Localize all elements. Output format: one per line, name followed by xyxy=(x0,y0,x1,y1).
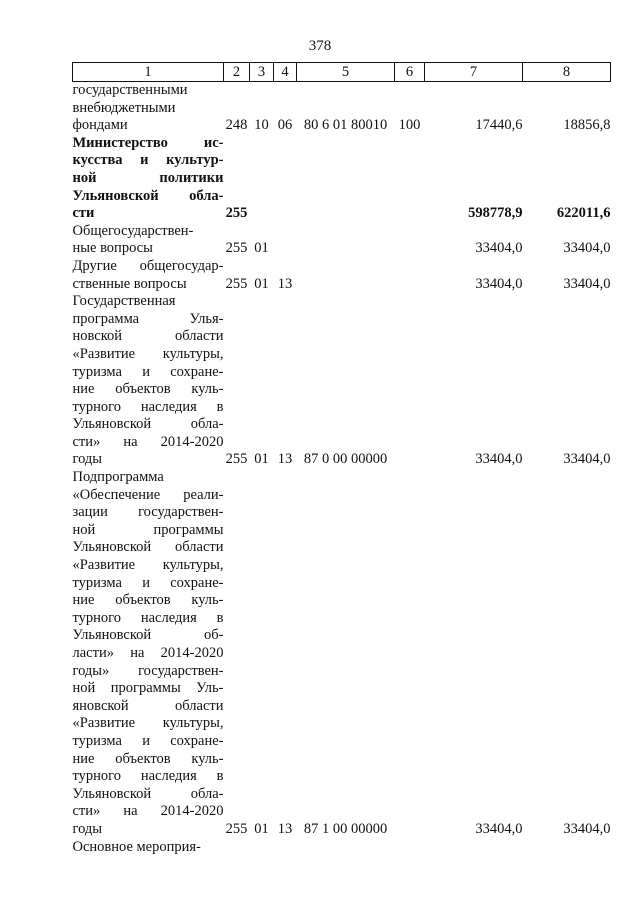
table-row xyxy=(73,293,611,469)
table-body xyxy=(73,82,611,857)
cell-expense-type xyxy=(395,293,425,469)
header-col-7: 7 xyxy=(425,63,523,82)
description-line: ласти» на 2014-2020 xyxy=(72,645,224,661)
description-line: Общегосударствен- xyxy=(72,222,194,239)
cell-section-code: 01 xyxy=(254,820,269,837)
description-line: ственные вопросы xyxy=(72,275,187,292)
cell-target-article: 87 0 00 00000 xyxy=(303,451,388,468)
cell-section-code: 10 xyxy=(254,117,269,134)
description-line: государственными xyxy=(72,82,188,98)
cell-amount-year-1: 33404,0 xyxy=(475,451,523,468)
page-number: 378 xyxy=(308,38,332,54)
cell-ministry-code: 255 xyxy=(225,451,248,468)
description-line: кусства и культур- xyxy=(72,152,224,169)
cell-amount-year-2: 33404,0 xyxy=(563,451,611,468)
description-line: туризма и сохране- xyxy=(72,574,224,591)
cell-ministry-code: 255 xyxy=(225,820,248,837)
table-row xyxy=(73,469,611,838)
cell-amount-year-1 xyxy=(425,839,523,857)
description-line: туризма и сохране- xyxy=(72,732,224,749)
cell-target-article: 80 6 01 80010 xyxy=(303,117,388,134)
header-col-6: 6 xyxy=(395,63,425,82)
description-line: Ульяновской об- xyxy=(72,627,224,644)
description-line: Ульяновской обла- xyxy=(72,187,224,204)
row-description xyxy=(73,82,224,135)
cell-ministry-code: 255 xyxy=(225,205,248,222)
cell-target-article: 87 1 00 00000 xyxy=(303,820,388,837)
cell-ministry-code: 255 xyxy=(225,240,248,257)
description-line: Ульяновской обла- xyxy=(72,785,224,802)
cell-expense-type xyxy=(395,258,425,293)
cell-ministry-code xyxy=(224,839,250,857)
cell-amount-year-1: 33404,0 xyxy=(475,240,523,257)
cell-subsection-code xyxy=(274,223,297,258)
description-line: программа Улья- xyxy=(72,310,224,327)
description-line: «Развитие культуры, xyxy=(72,345,224,362)
cell-amount-year-1: 598778,9 xyxy=(468,205,523,222)
cell-subsection-code xyxy=(274,839,297,857)
row-description xyxy=(73,293,224,469)
description-line: туризма и сохране- xyxy=(72,363,224,380)
description-line: годы xyxy=(72,820,103,837)
cell-amount-year-2: 33404,0 xyxy=(563,820,611,837)
cell-ministry-code: 248 xyxy=(225,117,248,134)
cell-expense-type xyxy=(395,839,425,857)
cell-ministry-code: 255 xyxy=(225,275,248,292)
description-line: зации государствен- xyxy=(72,504,224,521)
row-description xyxy=(73,469,224,838)
cell-subsection-code: 13 xyxy=(277,275,293,292)
description-line: «Развитие культуры, xyxy=(72,557,224,574)
description-line: фондами xyxy=(72,117,128,134)
header-col-3: 3 xyxy=(250,63,274,82)
description-line: сти xyxy=(72,205,95,222)
row-description xyxy=(73,258,224,293)
description-line: Государственная xyxy=(72,293,176,310)
description-line: новской области xyxy=(72,328,224,345)
header-col-4: 4 xyxy=(274,63,297,82)
cell-subsection-code: 13 xyxy=(277,451,293,468)
cell-amount-year-1: 33404,0 xyxy=(475,275,523,292)
description-line: Основное мероприя- xyxy=(72,838,201,855)
cell-expense-type xyxy=(395,223,425,258)
row-description xyxy=(73,839,224,857)
description-line: сти» на 2014-2020 xyxy=(72,803,224,820)
description-line: турного наследия в xyxy=(72,768,224,785)
header-col-5: 5 xyxy=(297,63,395,82)
description-line: ной программы Уль- xyxy=(72,680,224,697)
header-col-2: 2 xyxy=(224,63,250,82)
description-line: ной политики xyxy=(72,169,224,186)
description-line: Ульяновской обла- xyxy=(72,416,224,433)
description-line: «Развитие культуры, xyxy=(72,715,224,732)
cell-subsection-code xyxy=(274,135,297,223)
description-line: Другие общегосудар- xyxy=(72,257,224,274)
cell-amount-year-1: 17440,6 xyxy=(475,117,523,134)
description-line: «Обеспечение реали- xyxy=(72,486,224,503)
description-line: ные вопросы xyxy=(72,240,153,257)
description-line: сти» на 2014-2020 xyxy=(72,433,224,450)
description-line: ние объектов куль- xyxy=(72,750,224,767)
cell-amount-year-2: 33404,0 xyxy=(563,240,611,257)
description-line: ной программы xyxy=(72,521,224,538)
cell-section-code: 01 xyxy=(254,451,269,468)
cell-target-article xyxy=(297,135,395,223)
description-line: турного наследия в xyxy=(72,398,224,415)
table-row xyxy=(73,223,611,258)
cell-expense-type: 100 xyxy=(398,117,421,134)
table-row xyxy=(73,839,611,857)
cell-expense-type xyxy=(395,135,425,223)
cell-amount-year-2: 33404,0 xyxy=(563,275,611,292)
cell-target-article xyxy=(297,258,395,293)
cell-subsection-code: 13 xyxy=(277,820,293,837)
cell-amount-year-2: 18856,8 xyxy=(563,117,611,134)
cell-section-code: 01 xyxy=(254,240,269,257)
description-line: Ульяновской области xyxy=(72,539,224,556)
cell-section-code xyxy=(250,839,274,857)
table-row xyxy=(73,82,611,135)
cell-section-code: 01 xyxy=(254,275,269,292)
description-line: ние объектов куль- xyxy=(72,592,224,609)
description-line: Подпрограмма xyxy=(72,469,164,486)
description-line: годы xyxy=(72,451,103,468)
description-line: ние объектов куль- xyxy=(72,381,224,398)
cell-amount-year-2 xyxy=(523,839,611,857)
header-col-8: 8 xyxy=(523,63,611,82)
cell-subsection-code: 06 xyxy=(277,117,293,134)
cell-amount-year-1: 33404,0 xyxy=(475,820,523,837)
cell-expense-type xyxy=(395,469,425,838)
cell-section-code xyxy=(250,135,274,223)
description-line: яновской области xyxy=(72,697,224,714)
description-line: Министерство ис- xyxy=(72,134,224,151)
cell-target-article xyxy=(297,839,395,857)
cell-amount-year-2: 622011,6 xyxy=(556,205,611,222)
cell-target-article xyxy=(297,223,395,258)
header-col-1: 1 xyxy=(73,63,224,82)
table-header-row xyxy=(73,63,611,82)
row-description xyxy=(73,223,224,258)
description-line: турного наследия в xyxy=(72,609,224,626)
table-row xyxy=(73,135,611,223)
table-row xyxy=(73,258,611,293)
row-description xyxy=(73,135,224,223)
description-line: годы» государствен- xyxy=(72,662,224,679)
budget-table xyxy=(72,62,611,856)
description-line: внебюджетными xyxy=(72,99,176,116)
